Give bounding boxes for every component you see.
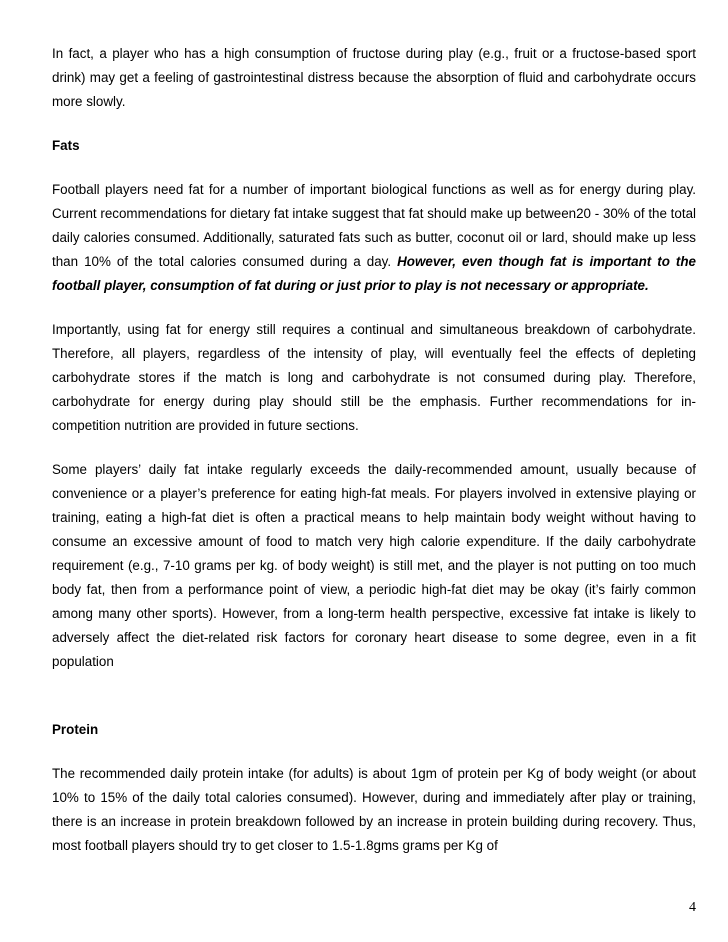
fats-paragraph-1-emphasis: However, even though fat is important to the football player, consumption of fat during or just prior to play is not necessary or appropriate. — [52, 254, 696, 293]
protein-heading: Protein — [52, 722, 99, 737]
fats-paragraph-1-text: Football players need fat for a number of important biological functions as well as for energy during play. Current recommendations for dietary fat intake suggest that fat should make up between20 - 30% of the total daily calories consumed. Additionally, saturated fats such as butter, coconut oil or lard, should make up less than 10% of the total calories consumed during a day. — [52, 182, 696, 269]
fats-heading: Fats — [52, 138, 80, 153]
fats-paragraph-1 — [52, 178, 696, 298]
intro-paragraph: In fact, a player who has a high consumption of fructose during play (e.g., fruit or a fructose-based sport drink) may get a feeling of gastrointestinal distress because the absorption of fluid and carbohydrate occurs more slowly. — [52, 46, 696, 109]
protein-paragraph-1: The recommended daily protein intake (for adults) is about 1gm of protein per Kg of body weight (or about 10% to 15% of the daily total calories consumed). However, during and immediately after play or training, there is an increase in protein breakdown followed by an increase in protein building during recovery. Thus, most football players should try to get closer to 1.5-1.8gms grams per Kg of — [52, 766, 696, 853]
document-page — [52, 42, 696, 858]
fats-paragraph-2: Importantly, using fat for energy still requires a continual and simultaneous breakdown of carbohydrate. Therefore, all players, regardless of the intensity of play, will eventually feel the effects of depleting carbohydrate stores if the match is long and carbohydrate is not consumed during play. Therefore, carbohydrate for energy during play should still be the emphasis. Further recommendations for in-competition nutrition are provided in future sections. — [52, 322, 696, 433]
page-number: 4 — [689, 900, 696, 915]
fats-paragraph-3: Some players’ daily fat intake regularly exceeds the daily-recommended amount, usually because of convenience or a player’s preference for eating high-fat meals. For players involved in extensive playing or training, eating a high-fat diet is often a practical means to help maintain body weight without having to consume an excessive amount of food to match very high calorie expenditure. If the daily carbohydrate requirement (e.g., 7-10 grams per kg. of body weight) is still met, and the player is not putting on too much body fat, then from a performance point of view, a periodic high-fat diet may be okay (it’s fairly common among many other sports). However, from a long-term health perspective, excessive fat intake is likely to adversely affect the diet-related risk factors for coronary heart disease to some degree, even in a fit population — [52, 462, 696, 669]
